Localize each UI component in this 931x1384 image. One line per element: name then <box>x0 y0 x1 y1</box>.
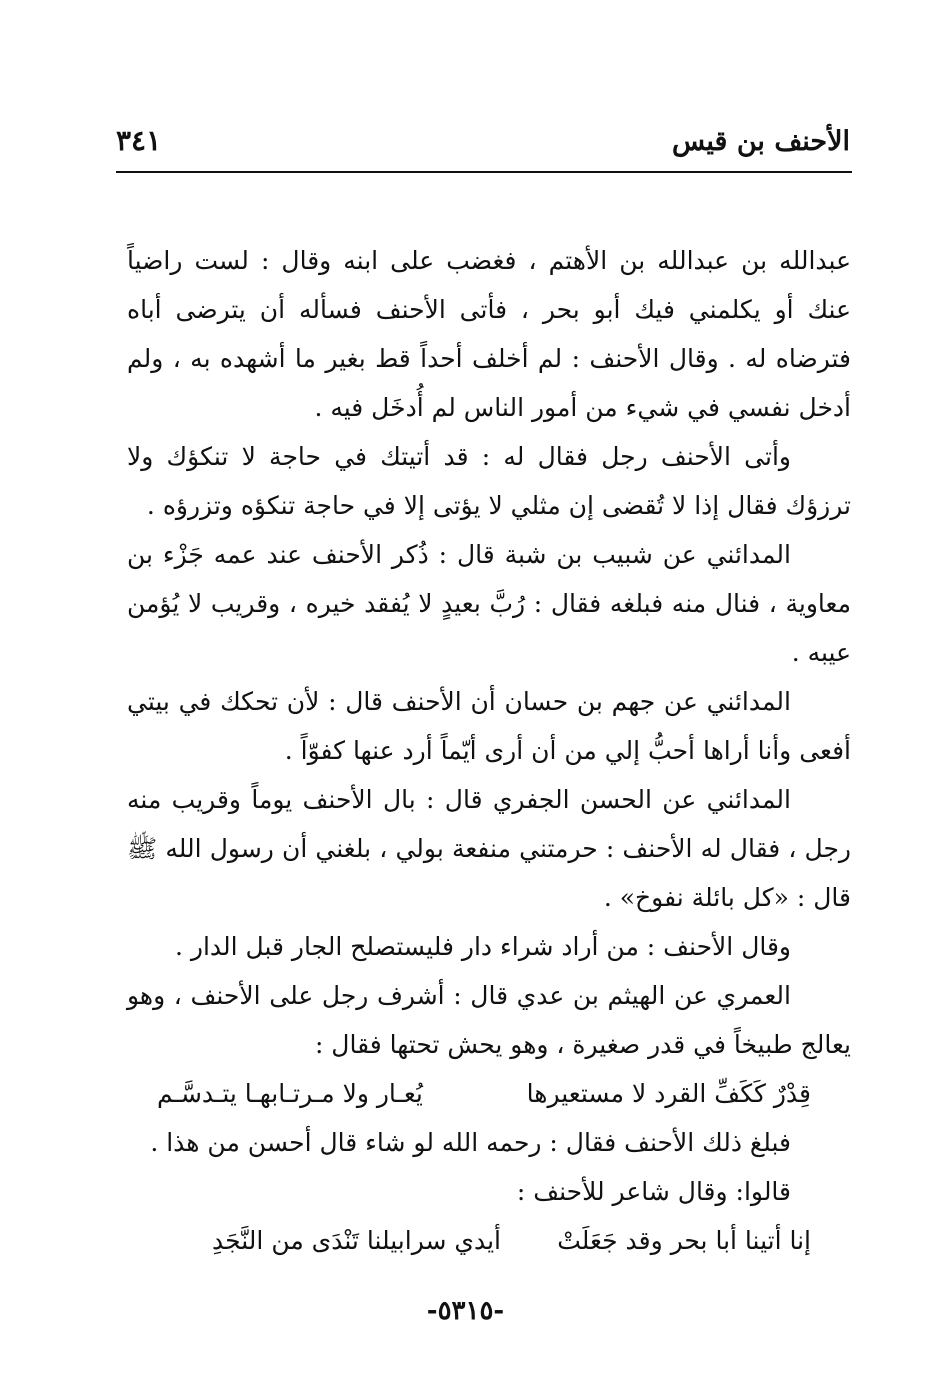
page-number: ٣٤١ <box>116 124 162 157</box>
paragraph: قالوا: وقال شاعر للأحنف : <box>516 1177 791 1206</box>
paragraph: وقال الأحنف : من أراد شراء دار فليستصلح الجار قبل الدار . <box>174 932 791 961</box>
paragraph: المدائني عن الحسن الجفري قال : بال الأحنف يوماً وقريب منه رجل ، فقال له الأحنف : حرمتني منفعة بولي ، بلغني أن رسول الله ﷺ قال : «كل بائلة نفوخ» . <box>127 785 851 912</box>
paragraph: فبلغ ذلك الأحنف فقال : رحمه الله لو شاء قال أحسن من هذا . <box>150 1128 791 1157</box>
page-header <box>116 118 850 168</box>
paragraph: المدائني عن جهم بن حسان أن الأحنف قال : لأن تحكك في بيتي أفعى وأنا أراها أحبُّ إلي من أن أرى أيّماً أرد عنها كفوّاً . <box>127 687 851 765</box>
header-rule <box>116 171 852 173</box>
verse-line <box>127 1069 851 1118</box>
verse-first-hemistich: إنا أتينا أبا بحر وقد جَعَلَتْ <box>557 1226 811 1255</box>
verse-first-hemistich: قِدْرٌ كَكَفِّ القرد لا مستعيرها <box>526 1079 811 1108</box>
paragraph: عبدالله بن عبدالله بن الأهتم ، فغضب على ابنه وقال : لست راضياً عنك أو يكلمني فيك أبو بحر ، فأتى الأحنف فسأله أن يترضى أباه فترضاه له . وقال الأحنف : لم أخلف أحداً قط بغير ما أشهده به ، ولم أدخل نفسي في شيء من أمور الناس لم أُدخَل فيه . <box>127 246 851 422</box>
verse-second-hemistich: أيدي سرابيلنا تَنْدَى من النَّجَدِ <box>212 1226 501 1255</box>
footer-page-number: -٥٣١٥- <box>426 1296 505 1326</box>
paragraph: المدائني عن شبيب بن شبة قال : ذُكر الأحنف عند عمه جَزْء بن معاوية ، فنال منه فبلغه فقال : رُبَّ بعيدٍ لا يُفقد خيره ، وقريب لا يُؤمن عيبه . <box>127 540 851 667</box>
running-title: الأحنف بن قيس <box>671 126 850 157</box>
verse-line <box>127 1216 851 1265</box>
paragraph: وأتى الأحنف رجل فقال له : قد أتيتك في حاجة لا تنكؤك ولا ترزؤك فقال إذا لا تُقضى إن مثلي لا يؤتى إلا في حاجة تنكؤه وتزرؤه . <box>127 442 851 520</box>
verse-second-hemistich: يُعـار ولا مـرتـابهـا يتـدسَّـم <box>157 1079 423 1108</box>
page-body <box>127 236 851 1265</box>
paragraph: العمري عن الهيثم بن عدي قال : أشرف رجل على الأحنف ، وهو يعالج طبيخاً في قدر صغيرة ، وهو يحش تحتها فقال : <box>127 981 851 1059</box>
